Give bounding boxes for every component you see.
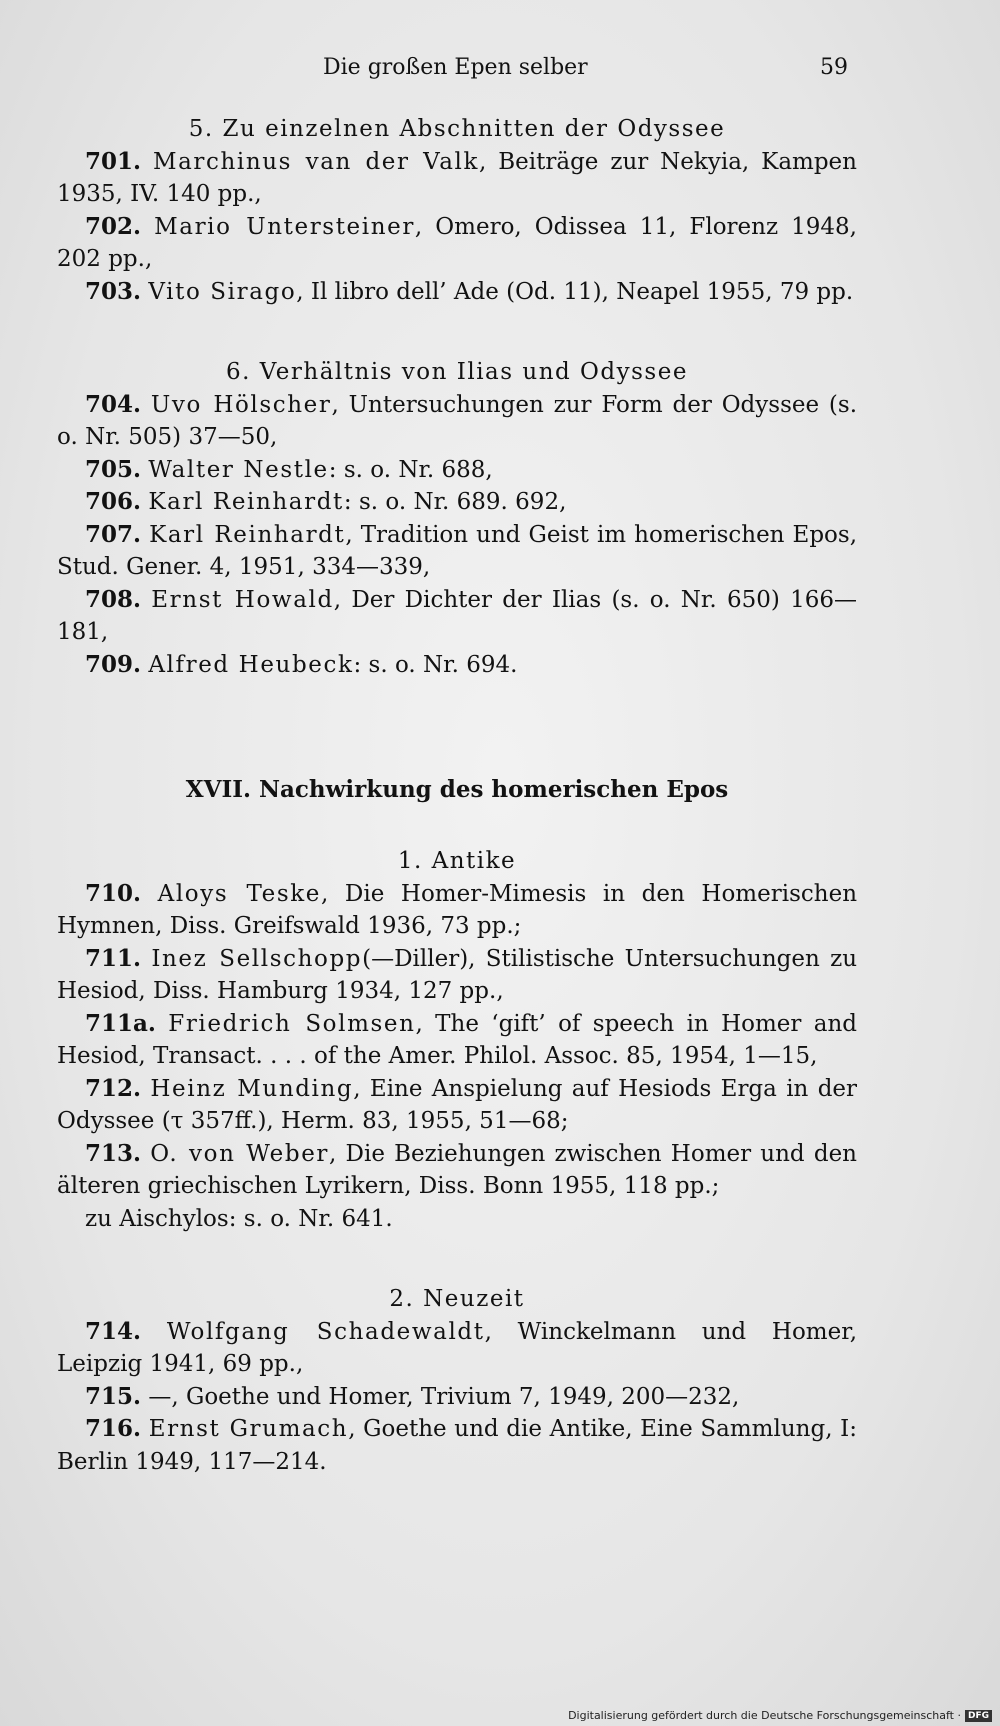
running-header-title: Die großen Epen selber [323,55,588,80]
subsection-heading: 1. Antike [397,848,517,874]
bib-entry: 710. Aloys Teske, Die Homer-Mimesis in den Homerischen Hymnen, Diss. Greifswald 1936, 73 pp.; [57,879,858,939]
page-number: 59 [820,55,848,80]
bib-entry: 708. Ernst Howald, Der Dichter der Ilias (s. o. Nr. 650) 166—181, [57,585,858,645]
bib-entry: 712. Heinz Munding, Eine Anspielung auf Hesiods Erga in der Odyssee (τ 357ff.), Herm. 83, 1955, 51—68; [57,1074,858,1134]
bib-entry: 713. O. von Weber, Die Beziehungen zwischen Homer und den älteren griechischen Lyrikern, Diss. Bonn 1955, 118 pp.; [57,1139,857,1199]
section-heading: 6. Verhältnis von Ilias und Odyssee [226,359,688,385]
section-odyssee-abschnitte [57,113,857,308]
bib-entry: 711. Inez Sellschopp(—Diller), Stilistische Untersuchungen zu Hesiod, Diss. Hamburg 1934, 127 pp., [57,944,858,1004]
bib-note: zu Aischylos: s. o. Nr. 641. [85,1205,393,1232]
dfg-logo: DFG [965,1710,992,1722]
subsection-heading: 2. Neuzeit [389,1286,525,1312]
section-ilias-odyssee [57,356,857,681]
bib-entry: 716. Ernst Grumach, Goethe und die Antike, Eine Sammlung, I: Berlin 1949, 117—214. [57,1415,857,1475]
bib-entry: 711a. Friedrich Solmsen, The ‘gift’ of speech in Homer and Hesiod, Transact. . . . of the Amer. Philol. Assoc. 85, 1954, 1—15, [57,1009,857,1069]
bib-entry: 704. Uvo Hölscher, Untersuchungen zur Form der Odyssee (s. o. Nr. 505) 37—50, [57,390,858,450]
bib-entry: 709. Alfred Heubeck: s. o. Nr. 694. [85,650,518,678]
chapter-nachwirkung [57,774,857,807]
bib-entry: 703. Vito Sirago, Il libro dell’ Ade (Od. 11), Neapel 1955, 79 pp. [85,277,854,305]
bib-entry: 706. Karl Reinhardt: s. o. Nr. 689. 692, [85,488,567,515]
chapter-heading: XVII. Nachwirkung des homerischen Epos [185,776,729,803]
digitization-footer [568,1709,992,1722]
bib-entry: 701. Marchinus van der Valk, Beiträge zur Nekyia, Kampen 1935, IV. 140 pp., [57,147,857,207]
bib-entry: 705. Walter Nestle: s. o. Nr. 688, [85,455,493,483]
footer-text: Digitalisierung gefördert durch die Deutsche Forschungsgemeinschaft · [568,1709,961,1722]
bib-entry: 714. Wolfgang Schadewaldt, Winckelmann und Homer, Leipzig 1941, 69 pp., [57,1317,858,1377]
bib-entry: 715. —, Goethe und Homer, Trivium 7, 1949, 200—232, [85,1382,740,1410]
bib-entry: 707. Karl Reinhardt, Tradition und Geist im homerischen Epos, Stud. Gener. 4, 1951, 334—339, [57,520,858,580]
section-heading: 5. Zu einzelnen Abschnitten der Odyssee [188,116,726,142]
subsection-antike [57,845,857,1235]
subsection-neuzeit [57,1283,857,1478]
bib-entry: 702. Mario Untersteiner, Omero, Odissea 11, Florenz 1948, 202 pp., [57,212,857,272]
